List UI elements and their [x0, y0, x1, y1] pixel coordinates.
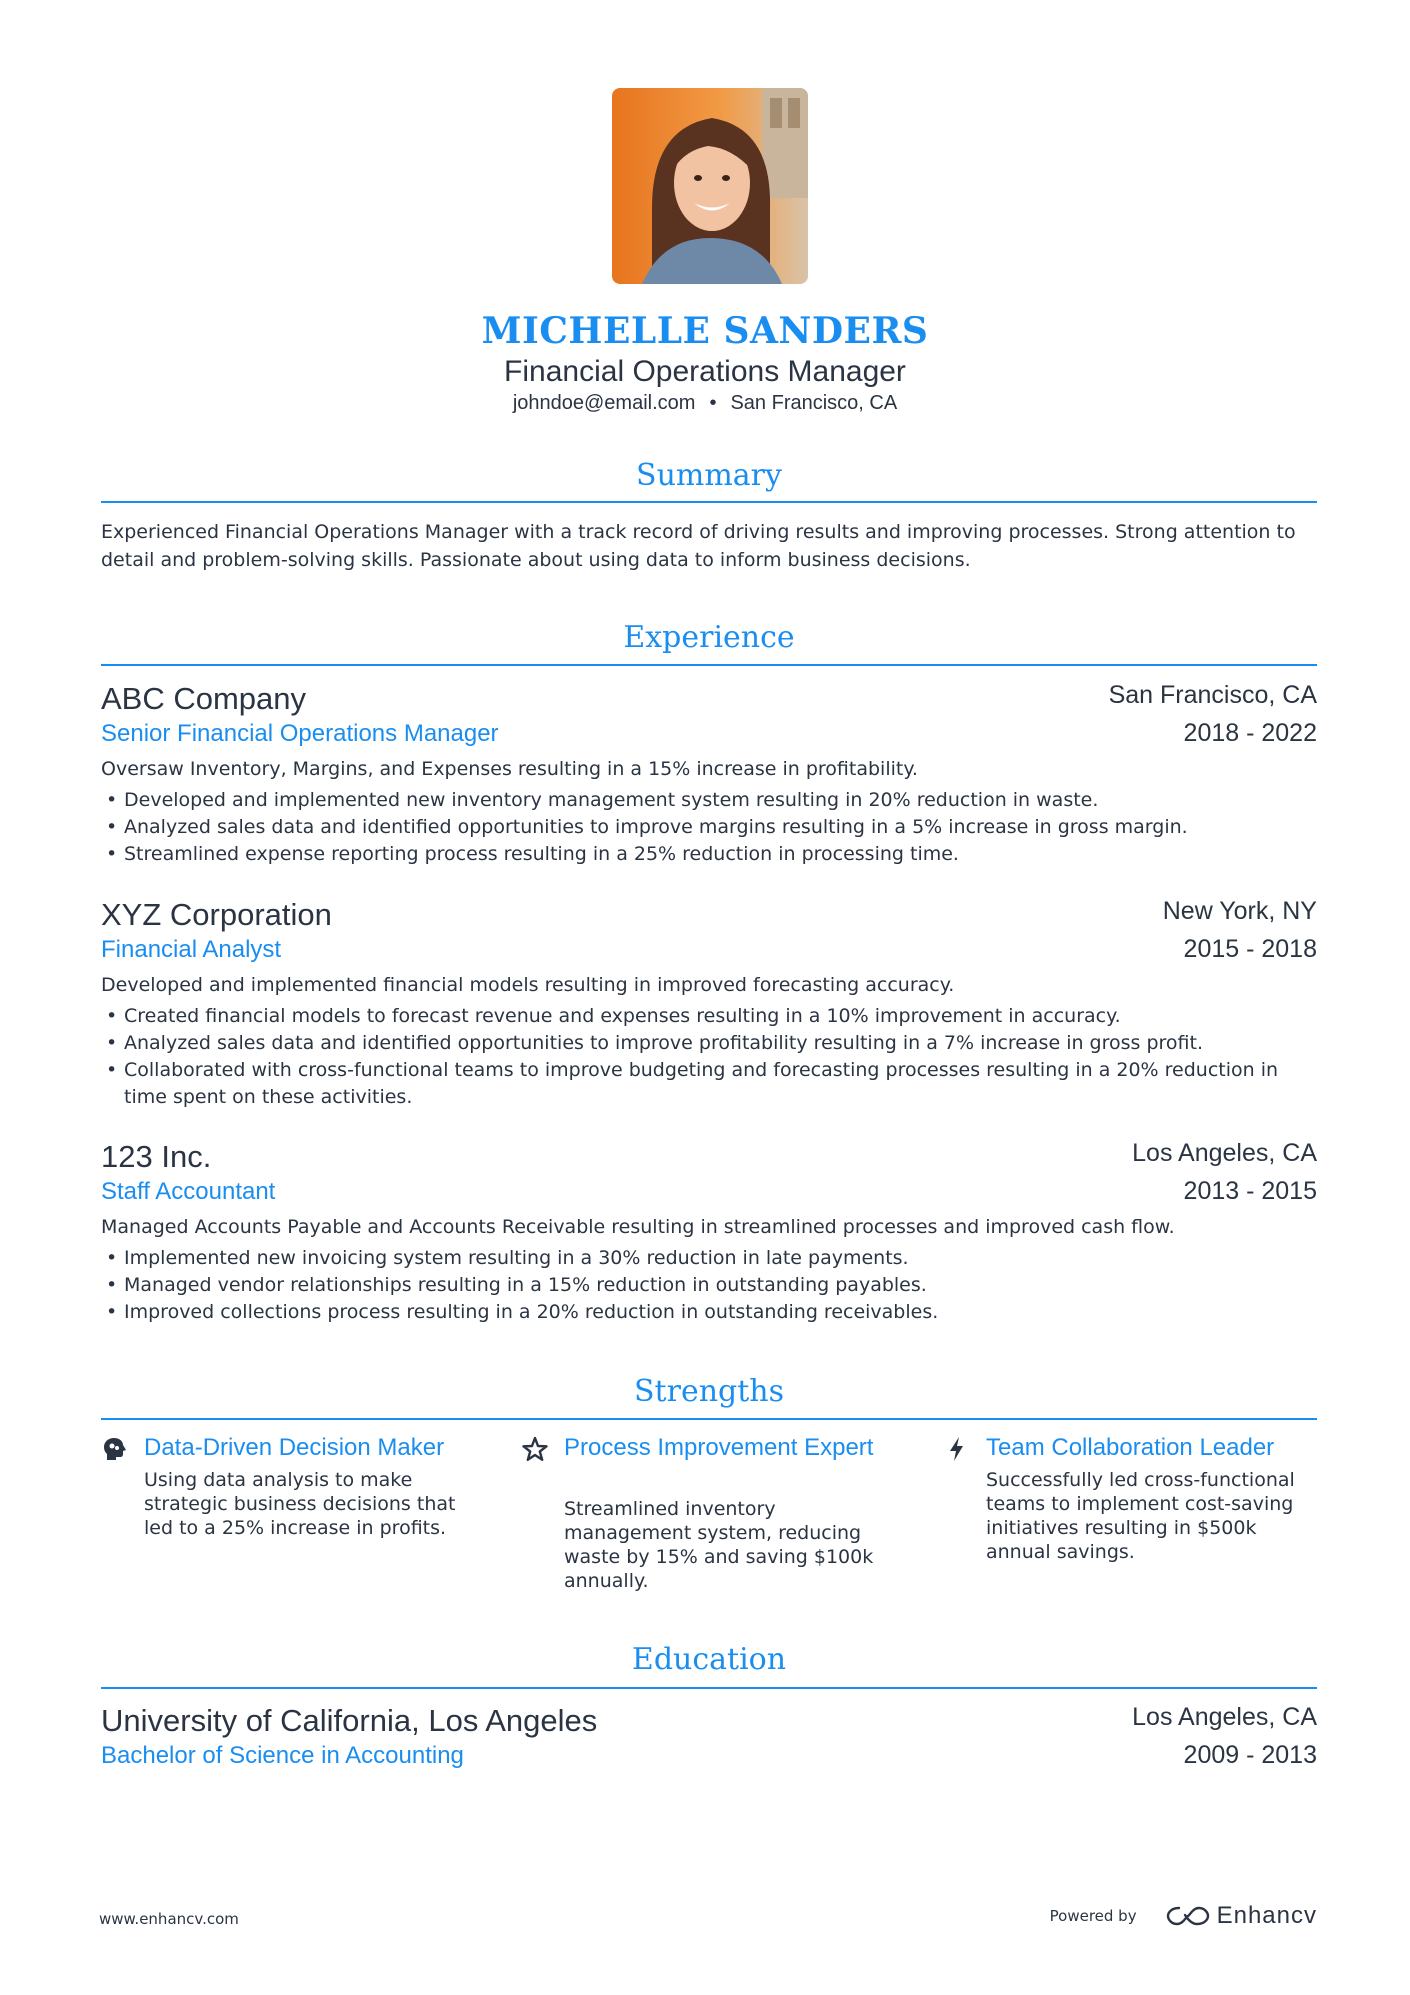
job-bullets — [101, 1003, 1317, 1111]
bullet-item: • Managed vendor relationships resulting in a 15% reduction in outstanding payables. — [101, 1272, 1317, 1299]
job-title: Financial Analyst — [101, 936, 282, 963]
brand-logo[interactable] — [1165, 1902, 1317, 1930]
separator-dot: • — [709, 392, 717, 414]
education-divider — [101, 1687, 1317, 1689]
bullet-item: • Collaborated with cross-functional teams to improve budgeting and forecasting processes resulting in a 20% reduction in time spent on these activities. — [101, 1057, 1317, 1111]
job-dates: 2013 - 2015 — [1183, 1177, 1317, 1205]
footer-website[interactable]: www.enhancv.com — [99, 1910, 239, 1928]
profile-photo — [612, 88, 808, 284]
bullet-item: • Analyzed sales data and identified opportunities to improve margins resulting in a 5% increase in gross margin. — [101, 814, 1317, 841]
job-description: Developed and implemented financial models resulting in improved forecasting accuracy. — [101, 974, 955, 996]
strength-description: Using data analysis to make strategic business decisions that led to a 25% increase in profits. — [144, 1469, 456, 1539]
lightning-bolt-icon — [944, 1436, 970, 1462]
brain-head-icon — [102, 1436, 128, 1462]
experience-divider — [101, 664, 1317, 666]
location: San Francisco, CA — [730, 392, 898, 414]
job-dates: 2015 - 2018 — [1183, 935, 1317, 963]
strengths-heading: Strengths — [634, 1374, 784, 1409]
degree: Bachelor of Science in Accounting — [101, 1742, 464, 1769]
job-bullets — [101, 1245, 1317, 1326]
job-location: New York, NY — [1162, 897, 1317, 925]
company-name: XYZ Corporation — [101, 897, 332, 932]
enhancv-logo-icon — [1165, 1904, 1211, 1928]
job-title: Senior Financial Operations Manager — [101, 720, 499, 747]
powered-by-label: Powered by — [1049, 1907, 1137, 1925]
bullet-item: • Developed and implemented new inventory management system resulting in 20% reduction in waste. — [101, 787, 1317, 814]
strengths-divider — [101, 1418, 1317, 1420]
email[interactable]: johndoe@email.com — [512, 392, 696, 414]
star-icon — [522, 1436, 548, 1462]
job-description: Oversaw Inventory, Margins, and Expenses resulting in a 15% increase in profitability. — [101, 758, 918, 780]
summary-text: Experienced Financial Operations Manager with a track record of driving results and improving processes. Strong attention to detail and problem-solving skills. Passionate about using data to inform business decisions. — [101, 521, 1296, 571]
job-bullets — [101, 787, 1317, 868]
job-description: Managed Accounts Payable and Accounts Receivable resulting in streamlined processes and improved cash flow. — [101, 1216, 1175, 1238]
education-dates: 2009 - 2013 — [1183, 1741, 1317, 1769]
bullet-item: • Improved collections process resulting in a 20% reduction in outstanding receivables. — [101, 1299, 1317, 1326]
bullet-item: • Created financial models to forecast revenue and expenses resulting in a 10% improvement in accuracy. — [101, 1003, 1317, 1030]
company-name: ABC Company — [101, 681, 307, 716]
strength-title: Process Improvement Expert — [564, 1434, 874, 1461]
job-dates: 2018 - 2022 — [1183, 719, 1317, 747]
strength-description: Streamlined inventory management system, reducing waste by 15% and saving $100k annually. — [564, 1498, 874, 1592]
bullet-item: • Streamlined expense reporting process resulting in a 25% reduction in processing time. — [101, 841, 1317, 868]
strength-title: Team Collaboration Leader — [986, 1434, 1275, 1461]
school-location: Los Angeles, CA — [1132, 1703, 1317, 1731]
summary-divider — [101, 501, 1317, 503]
experience-heading: Experience — [623, 620, 795, 655]
job-title: Staff Accountant — [101, 1178, 276, 1205]
candidate-title: Financial Operations Manager — [504, 355, 906, 388]
summary-heading: Summary — [636, 458, 782, 493]
company-name: 123 Inc. — [101, 1139, 212, 1174]
brand-name: Enhancv — [1216, 1902, 1317, 1929]
job-location: Los Angeles, CA — [1132, 1139, 1317, 1167]
school-name: University of California, Los Angeles — [101, 1703, 598, 1738]
bullet-item: • Analyzed sales data and identified opportunities to improve profitability resulting in a 7% increase in gross profit. — [101, 1030, 1317, 1057]
footer-branding — [1050, 1902, 1317, 1930]
candidate-name: MICHELLE SANDERS — [481, 310, 929, 352]
education-heading: Education — [631, 1642, 787, 1677]
strength-description: Successfully led cross-functional teams to implement cost-saving initiatives resulting in $500k annual savings. — [986, 1469, 1295, 1563]
job-location: San Francisco, CA — [1108, 681, 1317, 709]
contact-line — [0, 392, 1410, 415]
bullet-item: • Implemented new invoicing system resulting in a 30% reduction in late payments. — [101, 1245, 1317, 1272]
strength-title: Data-Driven Decision Maker — [144, 1434, 445, 1461]
